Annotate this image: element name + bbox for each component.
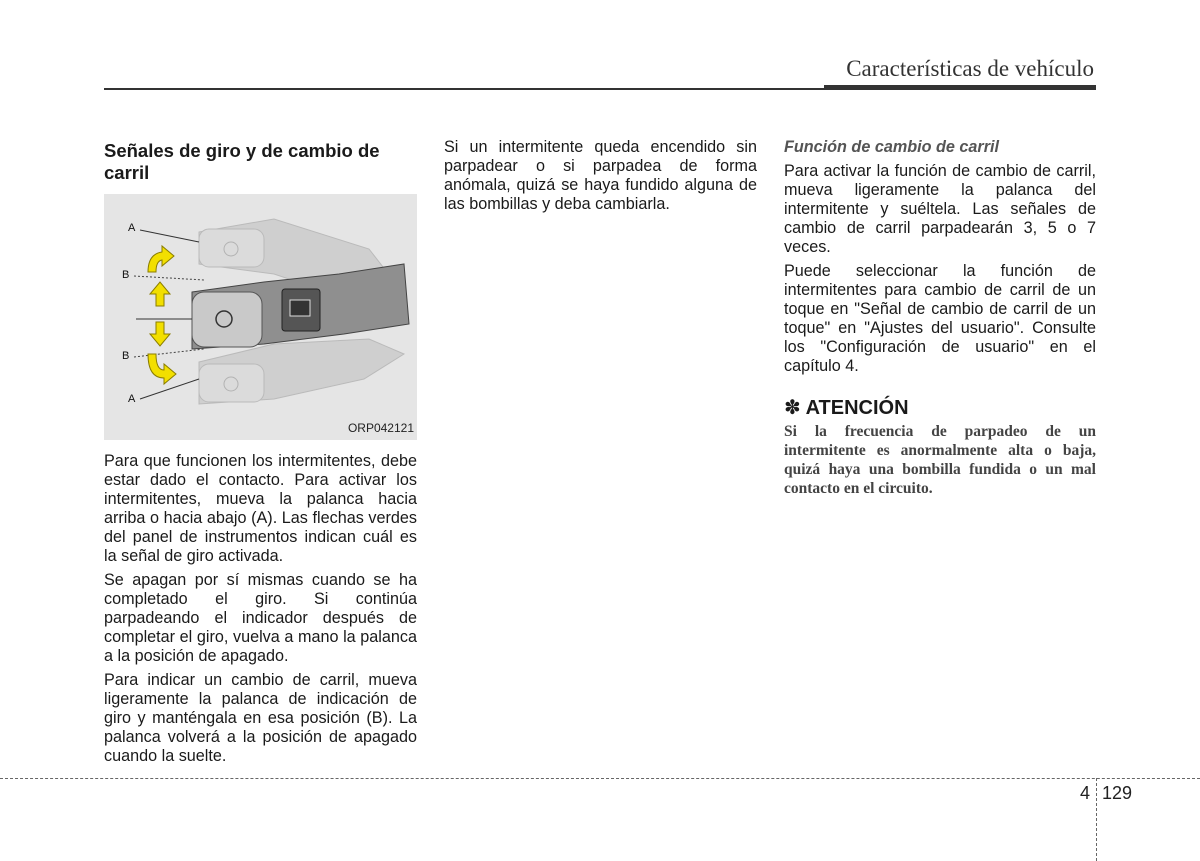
column-middle	[444, 138, 757, 219]
paragraph: Para indicar un cambio de carril, mueva ligeramente la palanca de indicación de giro y manténgala en esa posición (B). La palanca volverá a la posición de apagado cuando la suelte.	[104, 671, 417, 765]
paragraph: Para que funcionen los intermitentes, debe estar dado el contacto. Para activar los intermitentes, mueva la palanca hacia arriba o hacia abajo (A). Las flechas verdes del panel de instrumentos indican cuál es la señal de giro activada.	[104, 452, 417, 565]
arrow-up-a	[148, 246, 174, 272]
label-a-bottom: A	[128, 393, 136, 405]
lever-illustration	[104, 194, 417, 440]
turn-signal-lever-figure	[104, 194, 417, 440]
page-number	[1080, 783, 1132, 804]
label-b-bottom: B	[122, 350, 130, 362]
paragraph: Si un intermitente queda encendido sin parpadear o si parpadea de forma anómala, quizá se haya fundido alguna de las bombillas y deba cambiarla.	[444, 138, 757, 213]
arrow-up-b	[150, 282, 170, 306]
lever-ghost-down	[199, 339, 404, 404]
page-number-value: 129	[1102, 783, 1133, 803]
paragraph: Se apagan por sí mismas cuando se ha completado el giro. Si continúa parpadeando el indicador después de completar el giro, vuelva a mano la palanca a la posición de apagado.	[104, 571, 417, 665]
caution-title: ✽ ATENCIÓN	[784, 397, 909, 419]
arrow-down-b	[150, 322, 170, 346]
paragraph: Para activar la función de cambio de carril, mueva ligeramente la palanca del intermitente y suéltela. Las señales de cambio de carril parpadearán 3, 5 o 7 veces.	[784, 162, 1096, 256]
arrow-down-a	[148, 354, 176, 384]
column-right	[784, 138, 1096, 503]
figure-code: ORP042121	[347, 421, 414, 435]
label-a-top: A	[128, 222, 136, 234]
column-left	[104, 140, 417, 771]
header-rule-accent	[824, 85, 1096, 90]
paragraph: Puede seleccionar la función de intermitentes para cambio de carril de un toque en "Señal de cambio de carril de un toque" en "Ajustes del usuario". Consulte los "Configuración de usuario" en el capítulo 4.	[784, 262, 1096, 375]
section-heading: Señales de giro y de cambio de carril	[104, 140, 380, 183]
footer-divider	[0, 778, 1200, 779]
caution-body: Si la frecuencia de parpadeo de un intermitente es anormalmente alta o baja, quizá haya una bombilla fundida o un mal contacto en el circuito.	[784, 423, 1096, 497]
subheading: Función de cambio de carril	[784, 138, 999, 156]
label-b-top: B	[122, 269, 130, 281]
page-header-title: Características de vehículo	[846, 56, 1094, 81]
chapter-number: 4	[1080, 783, 1091, 803]
